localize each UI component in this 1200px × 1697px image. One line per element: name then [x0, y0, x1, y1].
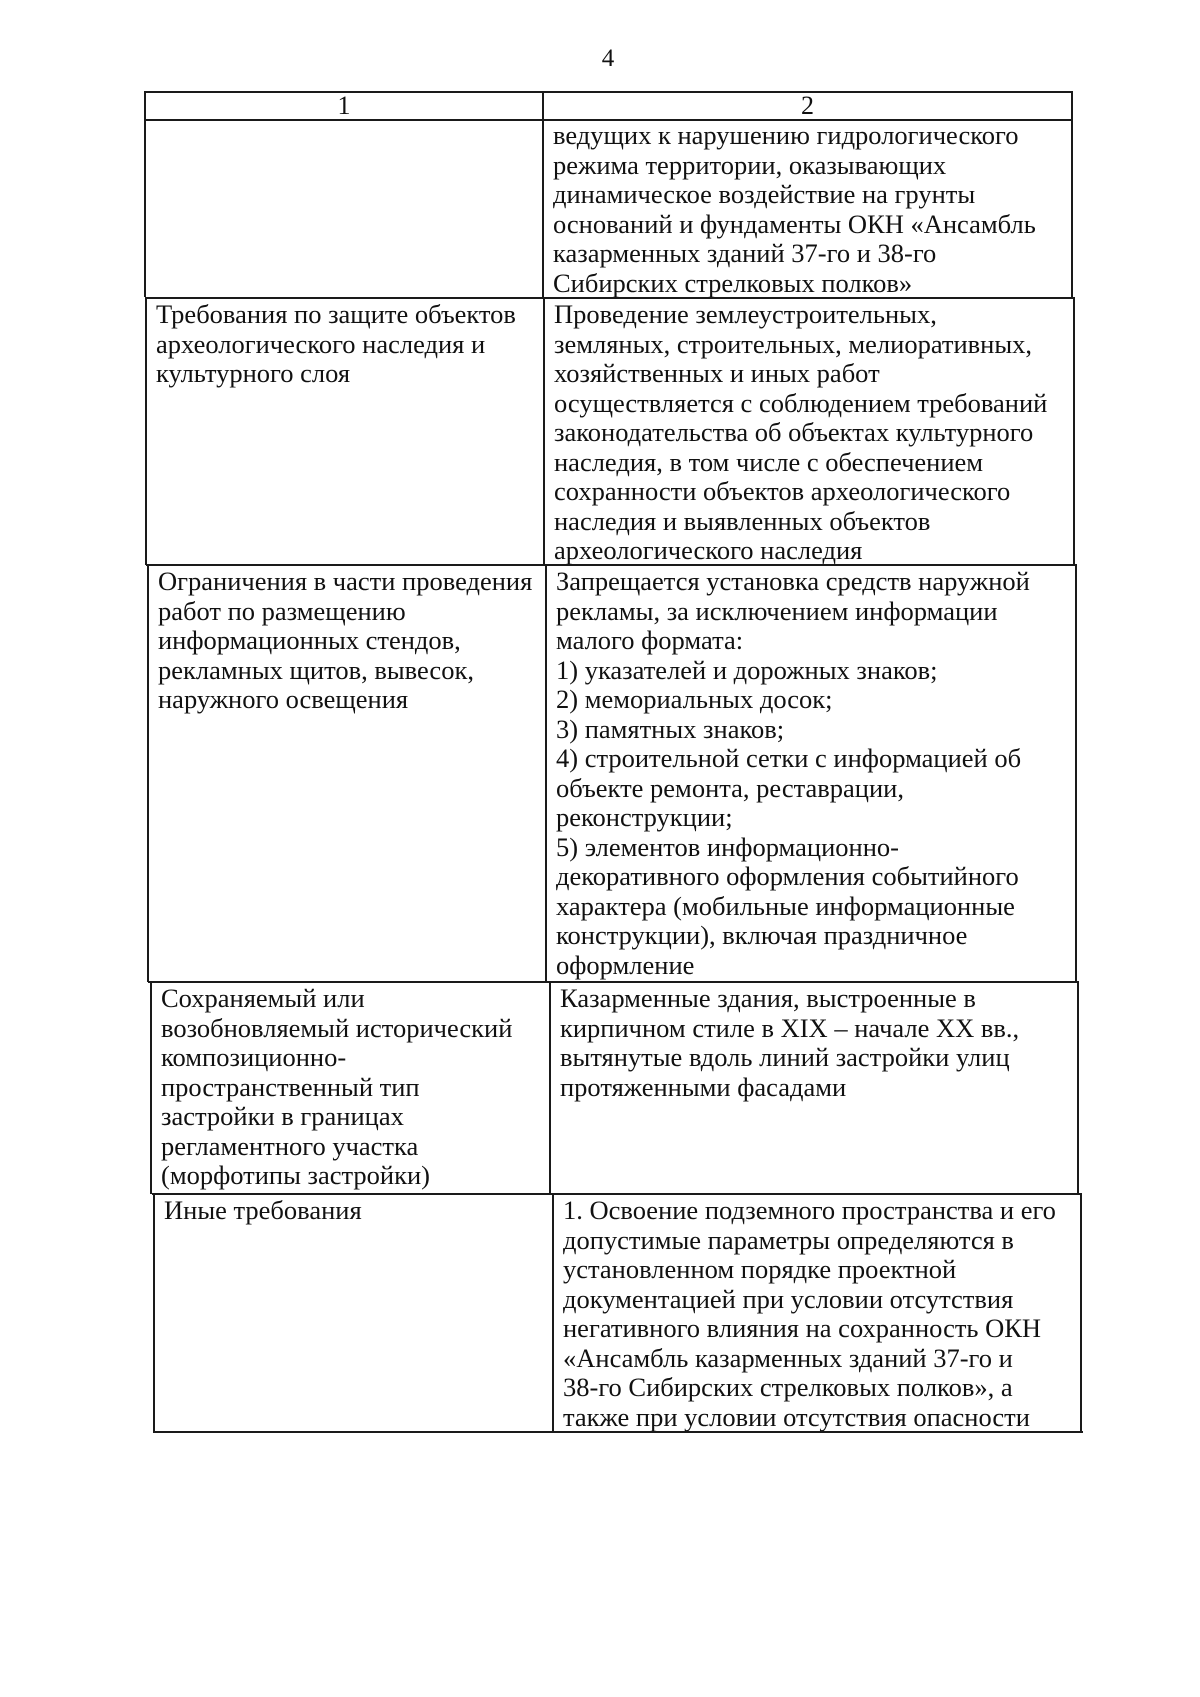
- table-line: [1073, 297, 1075, 565]
- row-4-right: Казарменные здания, выстроенные в кирпичном стиле в XIX – начале XX вв., вытянутые вдоль линий застройки улиц протяженными фасадами: [560, 984, 1020, 1102]
- page-number: 4: [601, 45, 615, 72]
- row-5-right: 1. Освоение подземного пространства и его допустимые параметры определяются в установленном порядке проектной документацией при условии отсутствия негативного влияния на сохранность ОКН «Ансамбль казарменных зданий 37-го и 38-го Сибирских стрелковых полков», а также при условии отсутствия опасности: [563, 1196, 1056, 1431]
- row-2-left: Требования по защите объектов археологического наследия и культурного слоя: [156, 300, 516, 388]
- row-1-right: ведущих к нарушению гидрологического режима территории, оказывающих динамическое воздействие на грунты оснований и фундаменты ОКН «Ансамбль казарменных зданий 37-го и 38-го Сибирских стрелковых полков»: [553, 121, 1036, 297]
- row-2-right: Проведение землеустроительных, земляных, строительных, мелиоративных, хозяйственных и иных работ осуществляется с соблюдением требований законодательства об объектах культурного наследия, в том числе с обеспечением сохранности объектов археологического наследия и выявленных объектов археологического наследия: [554, 300, 1048, 564]
- row-3-left: Ограничения в части проведения работ по размещению информационных стендов, рекламных щитов, вывесок, наружного освещения: [158, 567, 533, 714]
- table-line: [1077, 981, 1079, 1194]
- header-col-2: 2: [801, 91, 814, 120]
- header-col-1: 1: [337, 91, 351, 120]
- table-line: [146, 564, 1077, 566]
- table-line: [148, 981, 1079, 983]
- row-5-left: Иные требования: [164, 1196, 362, 1225]
- table-line: [154, 1431, 1083, 1433]
- table-line: [1075, 564, 1077, 982]
- table-line: [1080, 1193, 1082, 1433]
- row-3-right: Запрещается установка средств наружной рекламы, за исключением информации малого формата: 1) указателей и дорожных знаков; 2) мемориальных досок; 3) памятных знаков; 4) строительной сетки с информацией об объекте ремонта, реставрации, реконструкции; 5) элементов информационно- декоративного оформления событийного характера (мобильные информационные конструкции), включая праздничное оформление: [556, 567, 1030, 980]
- table-line: [152, 1193, 1081, 1195]
- row-4-left: Сохраняемый или возобновляемый исторический композиционно- пространственный тип застройки в границах регламентного участка (морфотипы застройки): [161, 984, 513, 1190]
- row-1-left: [146, 121, 542, 297]
- table-line: [145, 297, 1075, 299]
- table-line: [1071, 91, 1073, 297]
